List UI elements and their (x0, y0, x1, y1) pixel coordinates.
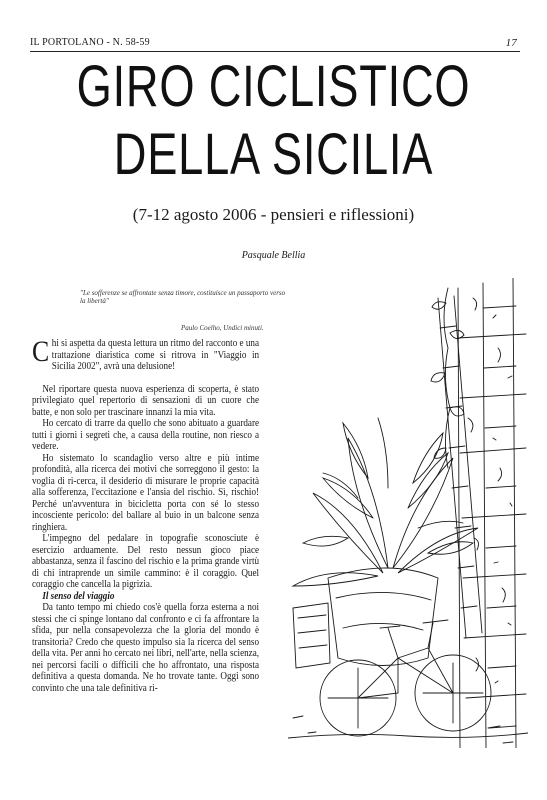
journal-issue: IL PORTOLANO - N. 58-59 (30, 37, 150, 48)
title-line-2: DELLA SICILIA (113, 122, 434, 187)
epigraph-quote: "Le sofferenze se affrontate senza timore, costituisce un passaporto verso la libertà" (80, 289, 286, 305)
paragraph-3: Ho cercato di trarre da quello che sono abituato a guardare tutti i giorni i segreti che, a causa della routine, non riesco a vedere. (32, 418, 260, 452)
epigraph-source: Paulo Coelho, Undici minuti. (181, 324, 264, 332)
article-body-column (32, 335, 260, 694)
running-header (30, 37, 517, 48)
page-number: 17 (505, 37, 517, 49)
title-line-1: GIRO CICLISTICO (76, 54, 471, 119)
section-heading: Il senso del viaggio (42, 590, 115, 602)
paragraph-2: Nel riportare questa nuova esperienza di scoperta, è stato privilegiato quel repertorio di sensazioni di un cuore che batte, e non solo per trascinare innanzi la mia vita. (32, 383, 260, 418)
author-name: Pasquale Bellia (241, 250, 306, 261)
paragraph-4: Ho sistemato lo scandaglio verso altre e più intime profondità, alla ricerca dei motivi che sorreggono il gesto: la voglia di ri-cerca, il desiderio di misurare le proprie capacità alla sofferenza, l'eccitazione e l'ansia del rischio. Sì, rischio! Perché un'avventura in bicicletta porta con sé lo stesso incosciente pericolo: del ballare al buio in un balcone senza ringhiera. (32, 452, 260, 533)
header-rule (30, 51, 520, 52)
paragraph-1 (32, 335, 260, 373)
subtitle: (7-12 agosto 2006 - pensieri e riflessioni) (132, 205, 415, 224)
paragraph-5: L'impegno del pedalare in topografie sconosciute è esercizio arduamente. Del resto nessun gioco piace abbastanza, senza il fascino del rischio e la prima grande virtù di chi intraprende un simile cammino: è il coraggio. Quel coraggio che cancella la pigrizia. (32, 533, 260, 590)
drop-cap: C (32, 335, 50, 368)
ink-sketch-potted-plants-and-bicycle-icon (288, 278, 528, 748)
paragraph-1-text: hi si aspetta da questa lettura un ritmo del racconto e una trattazione diaristica come si ritrova in "Viaggio in Sicilia 2002", avrà una delusione! (51, 338, 260, 372)
paragraph-6: Da tanto tempo mi chiedo cos'è quella forza esterna a noi stessi che ci spinge lontano dal confronto e ci fa affrontare la sfida, pur nella consapevolezza che la gloria del mondo è transitoria? Credo che questo impulso sia la ricerca del senso della vita. Per anni ho cercato nei libri, nell'arte, nella scienza, nei percorsi facili o difficili che ho affrontato, una risposta definitiva a questa domanda. Ne ho trovate tante. Oggi sono convinto che una tale definitiva ri- (32, 602, 260, 694)
